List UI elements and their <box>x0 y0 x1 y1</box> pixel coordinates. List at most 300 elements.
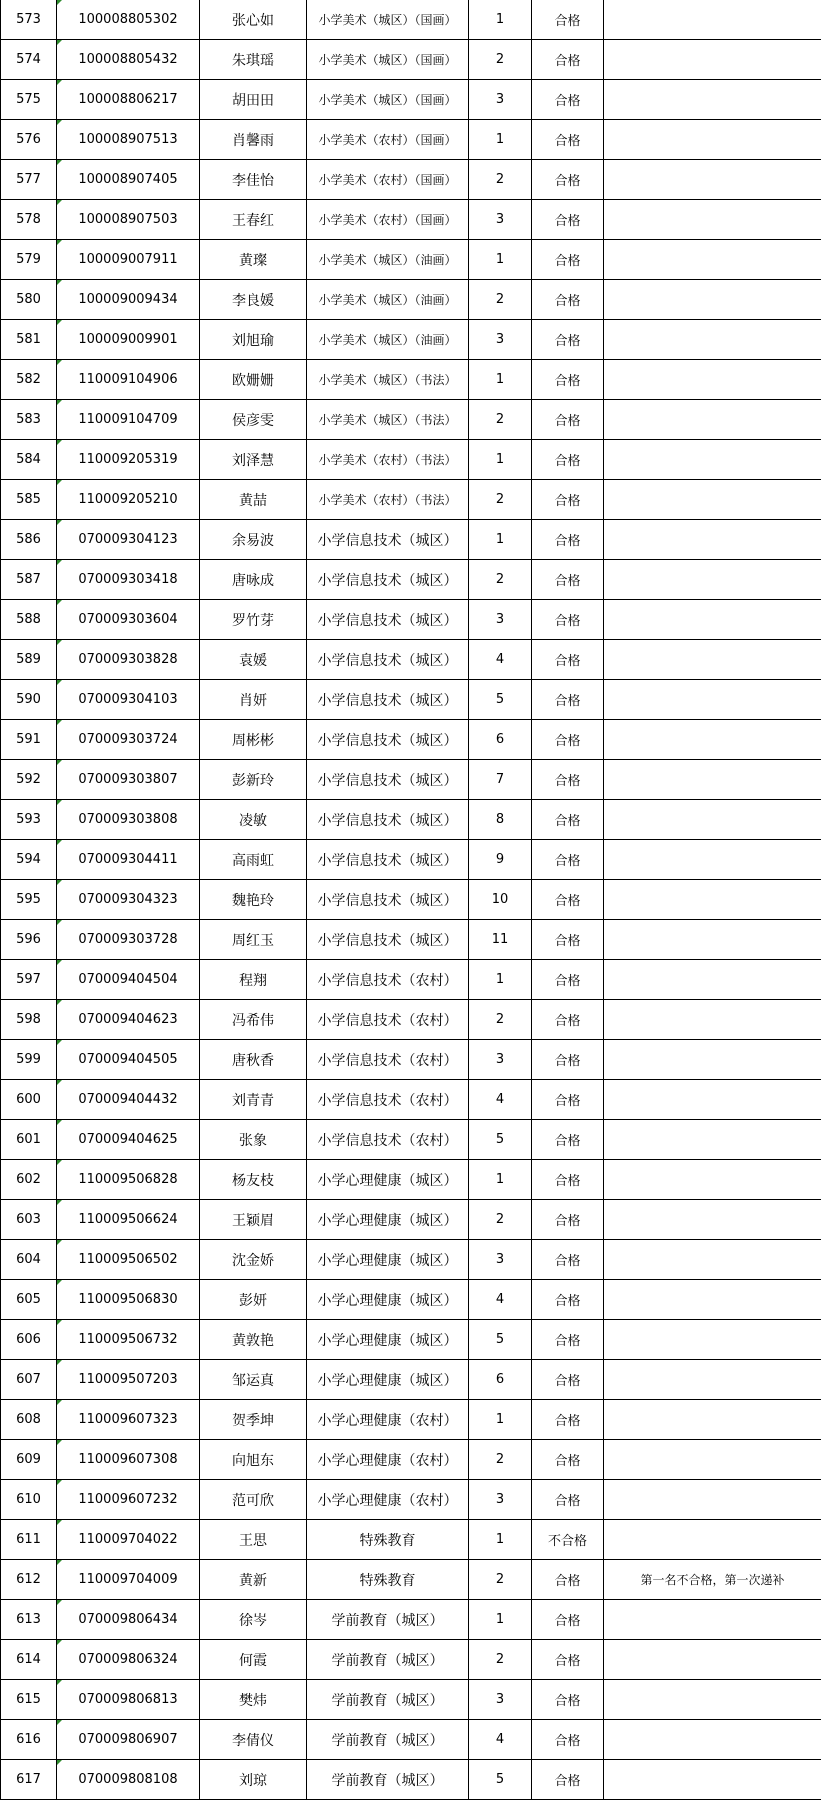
rank-cell: 6 <box>469 1360 532 1400</box>
exam-id-text: 110009506624 <box>78 1212 178 1227</box>
note-cell <box>604 120 821 160</box>
candidate-name-cell: 黄璨 <box>200 240 307 280</box>
exam-id-text: 110009607232 <box>78 1492 178 1507</box>
candidate-name-cell: 张心如 <box>200 0 307 40</box>
rank-cell: 5 <box>469 680 532 720</box>
result-cell: 合格 <box>532 40 604 80</box>
note-cell <box>604 1240 821 1280</box>
exam-id-cell <box>57 240 200 280</box>
exam-id-cell <box>57 1760 200 1800</box>
result-cell: 合格 <box>532 720 604 760</box>
note-cell <box>604 720 821 760</box>
note-cell <box>604 1000 821 1040</box>
result-cell: 合格 <box>532 1040 604 1080</box>
cell-flag-marker <box>57 760 62 765</box>
subject-cell: 小学信息技术（城区） <box>307 720 469 760</box>
cell-flag-marker <box>57 80 62 85</box>
row-number-cell: 605 <box>1 1280 57 1320</box>
row-number-cell: 578 <box>1 200 57 240</box>
subject-cell: 小学心理健康（农村） <box>307 1480 469 1520</box>
rank-cell: 1 <box>469 440 532 480</box>
row-number-cell: 597 <box>1 960 57 1000</box>
row-number-cell: 598 <box>1 1000 57 1040</box>
candidate-name-cell: 黄喆 <box>200 480 307 520</box>
table-row <box>1 1480 821 1520</box>
note-cell <box>604 1120 821 1160</box>
row-number-cell: 594 <box>1 840 57 880</box>
exam-id-cell <box>57 1160 200 1200</box>
rank-cell: 2 <box>469 40 532 80</box>
rank-cell: 1 <box>469 960 532 1000</box>
row-number-cell: 591 <box>1 720 57 760</box>
table-row <box>1 1200 821 1240</box>
note-cell <box>604 160 821 200</box>
result-cell: 合格 <box>532 480 604 520</box>
row-number-cell: 593 <box>1 800 57 840</box>
cell-flag-marker <box>57 680 62 685</box>
cell-flag-marker <box>57 600 62 605</box>
table-row <box>1 1640 821 1680</box>
rank-cell: 11 <box>469 920 532 960</box>
candidate-name-cell: 唐咏成 <box>200 560 307 600</box>
subject-cell: 学前教育（城区） <box>307 1640 469 1680</box>
note-cell <box>604 1080 821 1120</box>
cell-flag-marker <box>57 1040 62 1045</box>
table-row <box>1 1360 821 1400</box>
result-cell: 合格 <box>532 1240 604 1280</box>
row-number-cell: 607 <box>1 1360 57 1400</box>
subject-cell: 小学信息技术（城区） <box>307 760 469 800</box>
result-cell: 合格 <box>532 280 604 320</box>
rank-cell: 1 <box>469 0 532 40</box>
note-cell <box>604 680 821 720</box>
exam-id-cell <box>57 1600 200 1640</box>
exam-id-text: 110009507203 <box>78 1372 178 1387</box>
note-cell <box>604 1400 821 1440</box>
subject-cell: 小学信息技术（农村） <box>307 1040 469 1080</box>
cell-flag-marker <box>57 1600 62 1605</box>
candidate-name-cell: 王颖眉 <box>200 1200 307 1240</box>
exam-id-cell <box>57 1400 200 1440</box>
exam-id-text: 110009506502 <box>78 1252 178 1267</box>
rank-cell: 3 <box>469 1240 532 1280</box>
row-number-cell: 606 <box>1 1320 57 1360</box>
exam-id-cell <box>57 960 200 1000</box>
rank-cell: 1 <box>469 120 532 160</box>
table-row <box>1 1080 821 1120</box>
result-cell: 合格 <box>532 440 604 480</box>
table-row <box>1 120 821 160</box>
table-row <box>1 520 821 560</box>
exam-id-cell <box>57 0 200 40</box>
candidate-name-cell: 王思 <box>200 1520 307 1560</box>
table-row <box>1 720 821 760</box>
cell-flag-marker <box>57 560 62 565</box>
rank-cell: 4 <box>469 1080 532 1120</box>
row-number-cell: 601 <box>1 1120 57 1160</box>
subject-cell: 小学美术（农村）（书法） <box>307 480 469 520</box>
row-number-cell: 582 <box>1 360 57 400</box>
exam-id-text: 100008907503 <box>78 212 178 227</box>
candidate-name-cell: 刘泽慧 <box>200 440 307 480</box>
exam-id-cell <box>57 1480 200 1520</box>
cell-flag-marker <box>57 480 62 485</box>
candidate-name-cell: 王春红 <box>200 200 307 240</box>
candidate-name-cell: 周彬彬 <box>200 720 307 760</box>
note-cell <box>604 1520 821 1560</box>
table-row <box>1 1160 821 1200</box>
row-number-cell: 600 <box>1 1080 57 1120</box>
cell-flag-marker <box>57 1440 62 1445</box>
note-cell <box>604 280 821 320</box>
table-row <box>1 0 821 40</box>
result-cell: 合格 <box>532 880 604 920</box>
candidate-name-cell: 范可欣 <box>200 1480 307 1520</box>
note-cell <box>604 640 821 680</box>
row-number-cell: 585 <box>1 480 57 520</box>
subject-cell: 小学信息技术（城区） <box>307 920 469 960</box>
subject-cell: 小学美术（城区）（国画） <box>307 40 469 80</box>
candidate-name-cell: 樊炜 <box>200 1680 307 1720</box>
exam-id-text: 070009304323 <box>78 892 178 907</box>
row-number-cell: 580 <box>1 280 57 320</box>
row-number-cell: 599 <box>1 1040 57 1080</box>
note-cell <box>604 1200 821 1240</box>
subject-cell: 小学信息技术（城区） <box>307 640 469 680</box>
rank-cell: 2 <box>469 280 532 320</box>
cell-flag-marker <box>57 1160 62 1165</box>
result-cell: 合格 <box>532 1000 604 1040</box>
rank-cell: 2 <box>469 1640 532 1680</box>
exam-id-cell <box>57 1440 200 1480</box>
candidate-name-cell: 魏艳玲 <box>200 880 307 920</box>
note-cell <box>604 440 821 480</box>
note-cell <box>604 1360 821 1400</box>
candidate-name-cell: 彭新玲 <box>200 760 307 800</box>
exam-id-text: 100009007911 <box>78 252 178 267</box>
exam-id-text: 070009304123 <box>78 532 178 547</box>
table-row <box>1 560 821 600</box>
candidate-name-cell: 邹运真 <box>200 1360 307 1400</box>
cell-flag-marker <box>57 520 62 525</box>
subject-cell: 学前教育（城区） <box>307 1680 469 1720</box>
note-cell <box>604 1440 821 1480</box>
exam-id-text: 100009009434 <box>78 292 178 307</box>
subject-cell: 小学信息技术（农村） <box>307 1120 469 1160</box>
result-cell: 合格 <box>532 1320 604 1360</box>
exam-id-cell <box>57 880 200 920</box>
cell-flag-marker <box>57 800 62 805</box>
table-row <box>1 960 821 1000</box>
subject-cell: 小学美术（城区）（油画） <box>307 240 469 280</box>
exam-id-text: 070009808108 <box>78 1772 178 1787</box>
exam-id-text: 070009303808 <box>78 812 178 827</box>
table-row <box>1 1680 821 1720</box>
rank-cell: 1 <box>469 1520 532 1560</box>
row-number-cell: 588 <box>1 600 57 640</box>
candidate-name-cell: 唐秋香 <box>200 1040 307 1080</box>
cell-flag-marker <box>57 1280 62 1285</box>
exam-id-cell <box>57 280 200 320</box>
cell-flag-marker <box>57 920 62 925</box>
cell-flag-marker <box>57 160 62 165</box>
subject-cell: 小学信息技术（城区） <box>307 600 469 640</box>
rank-cell: 2 <box>469 160 532 200</box>
row-number-cell: 577 <box>1 160 57 200</box>
row-number-cell: 581 <box>1 320 57 360</box>
candidate-name-cell: 杨友枝 <box>200 1160 307 1200</box>
subject-cell: 小学信息技术（农村） <box>307 1000 469 1040</box>
cell-flag-marker <box>57 1400 62 1405</box>
note-cell <box>604 1640 821 1680</box>
exam-id-cell <box>57 160 200 200</box>
subject-cell: 小学美术（城区）（国画） <box>307 0 469 40</box>
rank-cell: 8 <box>469 800 532 840</box>
rank-cell: 5 <box>469 1320 532 1360</box>
cell-flag-marker <box>57 1480 62 1485</box>
result-cell: 合格 <box>532 1760 604 1800</box>
exam-id-cell <box>57 1080 200 1120</box>
exam-id-text: 110009205210 <box>78 492 178 507</box>
note-cell <box>604 480 821 520</box>
exam-id-cell <box>57 1240 200 1280</box>
rank-cell: 1 <box>469 1400 532 1440</box>
exam-id-text: 100008907405 <box>78 172 178 187</box>
candidate-name-cell: 凌敏 <box>200 800 307 840</box>
row-number-cell: 615 <box>1 1680 57 1720</box>
exam-id-text: 070009404432 <box>78 1092 178 1107</box>
cell-flag-marker <box>57 1120 62 1125</box>
result-cell: 合格 <box>532 1440 604 1480</box>
rank-cell: 4 <box>469 1720 532 1760</box>
rank-cell: 1 <box>469 1600 532 1640</box>
result-cell: 合格 <box>532 960 604 1000</box>
result-cell: 合格 <box>532 1680 604 1720</box>
subject-cell: 小学美术（城区）（书法） <box>307 360 469 400</box>
subject-cell: 小学美术（农村）（国画） <box>307 120 469 160</box>
candidate-name-cell: 余易波 <box>200 520 307 560</box>
subject-cell: 小学美术（城区）（油画） <box>307 280 469 320</box>
exam-id-cell <box>57 1200 200 1240</box>
rank-cell: 2 <box>469 1000 532 1040</box>
subject-cell: 小学信息技术（城区） <box>307 560 469 600</box>
candidate-name-cell: 贺季坤 <box>200 1400 307 1440</box>
exam-id-text: 070009304411 <box>78 852 178 867</box>
row-number-cell: 592 <box>1 760 57 800</box>
note-cell <box>604 360 821 400</box>
candidate-name-cell: 黄敦艳 <box>200 1320 307 1360</box>
exam-id-cell <box>57 480 200 520</box>
row-number-cell: 576 <box>1 120 57 160</box>
exam-id-cell <box>57 1280 200 1320</box>
exam-id-cell <box>57 1000 200 1040</box>
cell-flag-marker <box>57 440 62 445</box>
cell-flag-marker <box>57 640 62 645</box>
result-cell: 不合格 <box>532 1520 604 1560</box>
rank-cell: 1 <box>469 360 532 400</box>
candidate-name-cell: 罗竹芽 <box>200 600 307 640</box>
result-cell: 合格 <box>532 1160 604 1200</box>
exam-id-cell <box>57 1320 200 1360</box>
note-cell <box>604 1280 821 1320</box>
subject-cell: 特殊教育 <box>307 1560 469 1600</box>
candidate-name-cell: 袁媛 <box>200 640 307 680</box>
note-cell <box>604 1160 821 1200</box>
subject-cell: 小学心理健康（城区） <box>307 1320 469 1360</box>
table-row <box>1 640 821 680</box>
exam-id-cell <box>57 800 200 840</box>
exam-id-text: 110009205319 <box>78 452 178 467</box>
exam-id-cell <box>57 320 200 360</box>
subject-cell: 小学信息技术（农村） <box>307 1080 469 1120</box>
exam-id-text: 110009506732 <box>78 1332 178 1347</box>
rank-cell: 5 <box>469 1760 532 1800</box>
table-row <box>1 360 821 400</box>
table-row <box>1 1760 821 1800</box>
note-cell <box>604 960 821 1000</box>
exam-id-cell <box>57 760 200 800</box>
table-row <box>1 480 821 520</box>
candidate-name-cell: 胡田田 <box>200 80 307 120</box>
exam-id-cell <box>57 600 200 640</box>
note-cell <box>604 320 821 360</box>
row-number-cell: 574 <box>1 40 57 80</box>
row-number-cell: 590 <box>1 680 57 720</box>
row-number-cell: 596 <box>1 920 57 960</box>
rank-cell: 3 <box>469 1680 532 1720</box>
exam-id-cell <box>57 200 200 240</box>
row-number-cell: 609 <box>1 1440 57 1480</box>
candidate-name-cell: 朱琪瑶 <box>200 40 307 80</box>
note-cell <box>604 600 821 640</box>
subject-cell: 学前教育（城区） <box>307 1600 469 1640</box>
subject-cell: 小学信息技术（农村） <box>307 960 469 1000</box>
subject-cell: 小学美术（城区）（油画） <box>307 320 469 360</box>
result-cell: 合格 <box>532 1280 604 1320</box>
cell-flag-marker <box>57 1360 62 1365</box>
exam-id-cell <box>57 840 200 880</box>
result-cell: 合格 <box>532 760 604 800</box>
row-number-cell: 616 <box>1 1720 57 1760</box>
subject-cell: 小学美术（农村）（国画） <box>307 160 469 200</box>
exam-id-text: 070009303828 <box>78 652 178 667</box>
rank-cell: 3 <box>469 80 532 120</box>
result-cell: 合格 <box>532 1720 604 1760</box>
row-number-cell: 604 <box>1 1240 57 1280</box>
rank-cell: 3 <box>469 200 532 240</box>
result-cell: 合格 <box>532 1200 604 1240</box>
subject-cell: 小学美术（城区）（国画） <box>307 80 469 120</box>
exam-id-cell <box>57 40 200 80</box>
result-cell: 合格 <box>532 1120 604 1160</box>
table-row <box>1 320 821 360</box>
exam-id-cell <box>57 1520 200 1560</box>
rank-cell: 1 <box>469 520 532 560</box>
note-cell <box>604 760 821 800</box>
row-number-cell: 575 <box>1 80 57 120</box>
result-cell: 合格 <box>532 400 604 440</box>
row-number-cell: 586 <box>1 520 57 560</box>
cell-flag-marker <box>57 1560 62 1565</box>
table-row <box>1 1440 821 1480</box>
exam-id-cell <box>57 640 200 680</box>
results-table-body <box>1 0 821 1800</box>
subject-cell: 小学心理健康（城区） <box>307 1160 469 1200</box>
note-cell <box>604 400 821 440</box>
exam-id-cell <box>57 120 200 160</box>
rank-cell: 9 <box>469 840 532 880</box>
table-row <box>1 920 821 960</box>
table-row <box>1 1400 821 1440</box>
cell-flag-marker <box>57 120 62 125</box>
cell-flag-marker <box>57 1320 62 1325</box>
subject-cell: 小学心理健康（农村） <box>307 1400 469 1440</box>
table-row <box>1 1560 821 1600</box>
note-cell <box>604 1320 821 1360</box>
note-cell <box>604 1040 821 1080</box>
result-cell: 合格 <box>532 1560 604 1600</box>
note-cell <box>604 80 821 120</box>
note-cell <box>604 0 821 40</box>
table-row <box>1 760 821 800</box>
subject-cell: 学前教育（城区） <box>307 1720 469 1760</box>
row-number-cell: 617 <box>1 1760 57 1800</box>
note-cell <box>604 1600 821 1640</box>
candidate-name-cell: 沈金娇 <box>200 1240 307 1280</box>
exam-id-text: 110009704022 <box>78 1532 178 1547</box>
result-cell: 合格 <box>532 360 604 400</box>
result-cell: 合格 <box>532 920 604 960</box>
result-cell: 合格 <box>532 520 604 560</box>
row-number-cell: 611 <box>1 1520 57 1560</box>
table-row <box>1 40 821 80</box>
cell-flag-marker <box>57 1720 62 1725</box>
table-row <box>1 1240 821 1280</box>
cell-flag-marker <box>57 40 62 45</box>
candidate-name-cell: 徐岑 <box>200 1600 307 1640</box>
exam-id-text: 110009704009 <box>78 1572 178 1587</box>
exam-id-text: 070009404623 <box>78 1012 178 1027</box>
result-cell: 合格 <box>532 680 604 720</box>
result-cell: 合格 <box>532 320 604 360</box>
result-cell: 合格 <box>532 840 604 880</box>
candidate-name-cell: 侯彦雯 <box>200 400 307 440</box>
rank-cell: 6 <box>469 720 532 760</box>
cell-flag-marker <box>57 1080 62 1085</box>
rank-cell: 3 <box>469 1480 532 1520</box>
note-cell <box>604 800 821 840</box>
table-row <box>1 1120 821 1160</box>
cell-flag-marker <box>57 280 62 285</box>
result-cell: 合格 <box>532 80 604 120</box>
table-row <box>1 200 821 240</box>
exam-id-text: 070009404505 <box>78 1052 178 1067</box>
row-number-cell: 584 <box>1 440 57 480</box>
exam-id-text: 110009506830 <box>78 1292 178 1307</box>
exam-id-text: 070009404625 <box>78 1132 178 1147</box>
exam-id-text: 070009304103 <box>78 692 178 707</box>
rank-cell: 3 <box>469 600 532 640</box>
note-cell <box>604 560 821 600</box>
exam-id-text: 070009806324 <box>78 1652 178 1667</box>
candidate-name-cell: 何霞 <box>200 1640 307 1680</box>
exam-id-text: 070009806434 <box>78 1612 178 1627</box>
exam-id-cell <box>57 520 200 560</box>
rank-cell: 2 <box>469 480 532 520</box>
subject-cell: 小学美术（农村）（书法） <box>307 440 469 480</box>
exam-id-text: 070009806813 <box>78 1692 178 1707</box>
cell-flag-marker <box>57 1520 62 1525</box>
